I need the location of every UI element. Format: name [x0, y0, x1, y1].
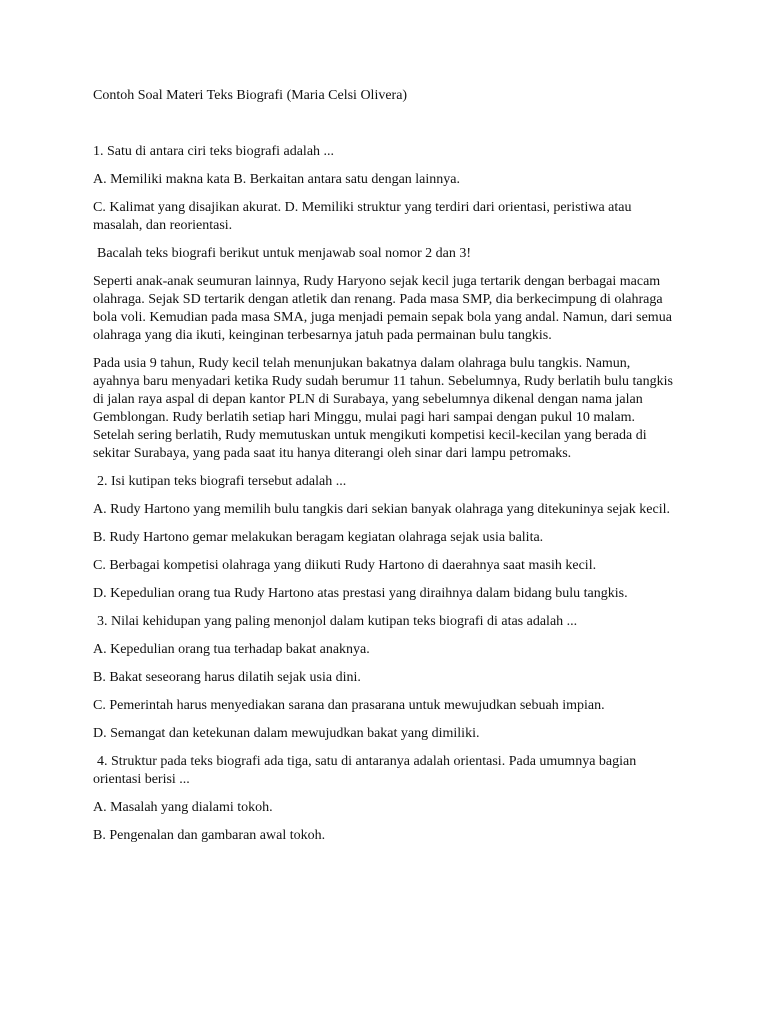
question-2-option-a: A. Rudy Hartono yang memilih bulu tangkis dari sekian banyak olahraga yang ditekuninya sejak kecil.	[93, 502, 670, 517]
document-title: Contoh Soal Materi Teks Biografi (Maria Celsi Olivera)	[93, 88, 408, 103]
question-1-options-cd: C. Kalimat yang disajikan akurat. D. Memiliki struktur yang terdiri dari orientasi, peristiwa atau masalah, dan reorientasi.	[93, 200, 632, 233]
question-2-option-b: B. Rudy Hartono gemar melakukan beragam kegiatan olahraga sejak usia balita.	[93, 530, 544, 545]
question-3: 3. Nilai kehidupan yang paling menonjol dalam kutipan teks biografi di atas adalah ...	[97, 614, 578, 629]
question-3-option-a: A. Kepedulian orang tua terhadap bakat anaknya.	[93, 642, 370, 657]
question-4: 4. Struktur pada teks biografi ada tiga, satu di antaranya adalah orientasi. Pada umumnya bagian orientasi berisi ...	[93, 754, 637, 787]
question-2-option-d: D. Kepedulian orang tua Rudy Hartono atas prestasi yang diraihnya dalam bidang bulu tangkis.	[93, 586, 628, 601]
question-1: 1. Satu di antara ciri teks biografi adalah ...	[93, 144, 335, 159]
reading-instruction: Bacalah teks biografi berikut untuk menjawab soal nomor 2 dan 3!	[97, 246, 472, 261]
passage-paragraph-1: Seperti anak-anak seumuran lainnya, Rudy Haryono sejak kecil juga tertarik dengan berbagai macam olahraga. Sejak SD tertarik dengan atletik dan renang. Pada masa SMP, dia berkecimpung di olahraga bola voli. Kemudian pada masa SMA, juga menjadi pemain sepak bola yang andal. Namun, dari semua olahraga yang dia ikuti, keinginan terbesarnya jatuh pada permainan bulu tangkis.	[93, 274, 672, 343]
question-4-option-b: B. Pengenalan dan gambaran awal tokoh.	[93, 828, 326, 843]
question-2-option-c: C. Berbagai kompetisi olahraga yang diikuti Rudy Hartono di daerahnya saat masih kecil.	[93, 558, 597, 573]
document-body	[93, 87, 678, 855]
question-3-option-c: C. Pemerintah harus menyediakan sarana dan prasarana untuk mewujudkan sebuah impian.	[93, 698, 605, 713]
question-3-option-d: D. Semangat dan ketekunan dalam mewujudkan bakat yang dimiliki.	[93, 726, 480, 741]
question-2: 2. Isi kutipan teks biografi tersebut adalah ...	[97, 474, 347, 489]
passage-paragraph-2: Pada usia 9 tahun, Rudy kecil telah menunjukan bakatnya dalam olahraga bulu tangkis. Namun, ayahnya baru menyadari ketika Rudy sudah berumur 11 tahun. Sebelumnya, Rudy berlatih bulu tangkis di jalan raya aspal di depan kantor PLN di Surabaya, yang sebelumnya dikenal dengan nama jalan Gemblongan. Rudy berlatih setiap hari Minggu, mulai pagi hari sampai dengan pukul 10 malam. Setelah sering berlatih, Rudy memutuskan untuk mengikuti kompetisi kecil-kecilan yang berada di sekitar Surabaya, yang pada saat itu hanya diterangi oleh sinar dari lampu petromaks.	[93, 356, 673, 461]
question-3-option-b: B. Bakat seseorang harus dilatih sejak usia dini.	[93, 670, 361, 685]
question-1-options-ab: A. Memiliki makna kata B. Berkaitan antara satu dengan lainnya.	[93, 172, 460, 187]
question-4-option-a: A. Masalah yang dialami tokoh.	[93, 800, 273, 815]
